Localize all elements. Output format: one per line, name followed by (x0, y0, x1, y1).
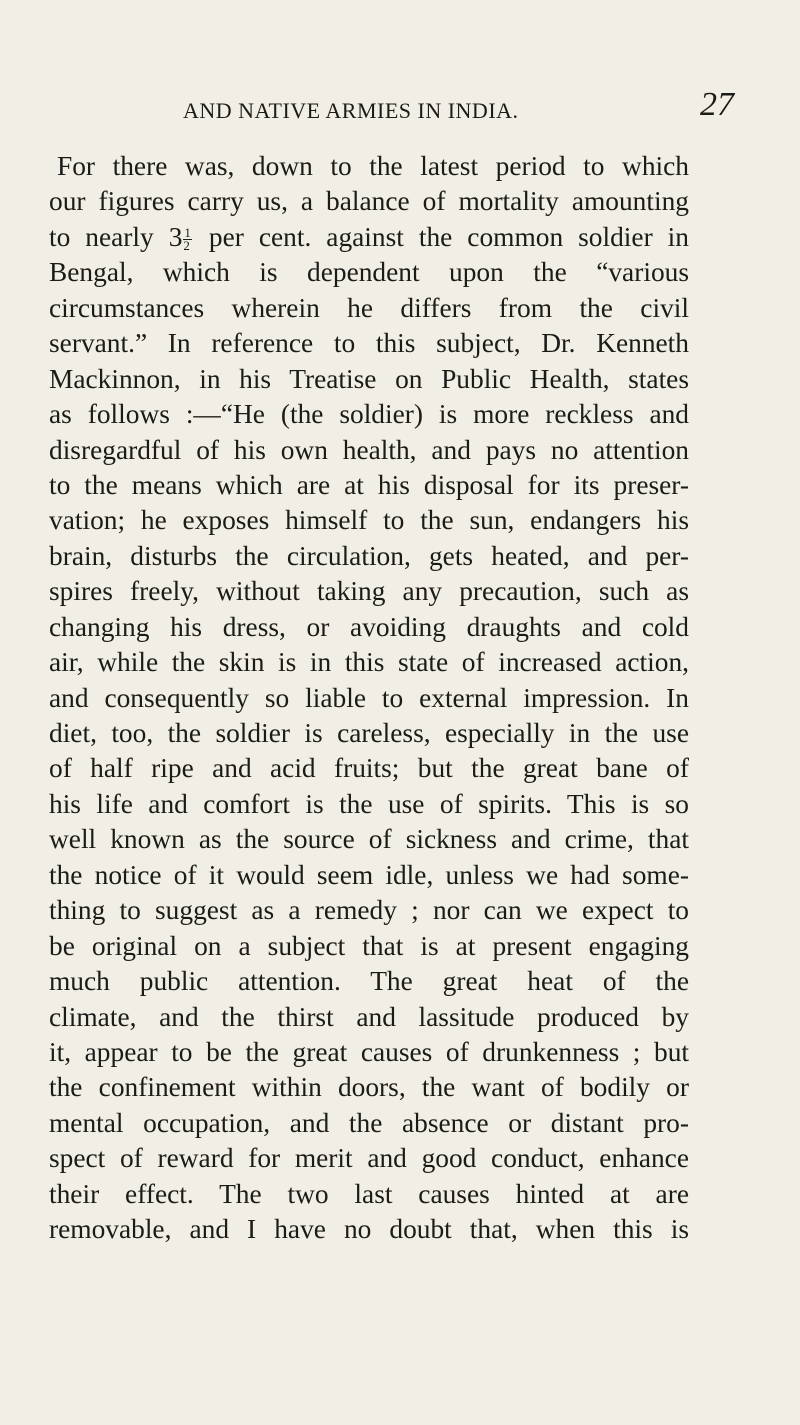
text-line: spect of reward for merit and good conduct, enhance (49, 1143, 689, 1174)
text-line: mental occupation, and the absence or distant pro- (49, 1107, 689, 1138)
line-prefix: to nearly 3 (49, 221, 183, 252)
body-text (49, 149, 689, 1248)
text-line: Bengal, which is dependent upon the “various (49, 257, 689, 288)
text-line: For there was, down to the latest period to which (57, 151, 689, 181)
text-line: as follows :—“He (the soldier) is more reckless and (49, 399, 689, 430)
fraction-denominator: 2 (183, 238, 190, 254)
text-line: his life and comfort is the use of spirits. This is so (49, 788, 689, 819)
fraction (183, 227, 192, 252)
text-line: Mackinnon, in his Treatise on Public Health, states (49, 363, 689, 394)
text-line: be original on a subject that is at present engaging (49, 930, 689, 961)
text-line: our figures carry us, a balance of mortality amounting (49, 186, 689, 217)
text-line: climate, and the thirst and lassitude produced by (49, 1001, 689, 1032)
text-line: to the means which are at his disposal for its preser- (49, 469, 689, 500)
text-line: much public attention. The great heat of the (49, 966, 689, 997)
page-number: 27 (700, 86, 734, 123)
text-line: of half ripe and acid fruits; but the great bane of (49, 753, 689, 784)
text-line: brain, disturbs the circulation, gets heated, and per- (49, 540, 689, 571)
text-line: thing to suggest as a remedy ; nor can we expect to (49, 895, 689, 926)
text-line: circumstances wherein he differs from the civil (49, 292, 689, 323)
text-line: disregardful of his own health, and pays no attention (49, 434, 689, 465)
text-line: removable, and I have no doubt that, when this is (49, 1214, 689, 1245)
text-line: air, while the skin is in this state of increased action, (49, 647, 689, 678)
text-line: changing his dress, or avoiding draughts and cold (49, 611, 689, 642)
text-line: the confinement within doors, the want of bodily or (49, 1072, 689, 1103)
text-line: well known as the source of sickness and crime, that (49, 824, 689, 855)
line-rest: per cent. against the common soldier in (208, 221, 689, 252)
text-line: servant.” In reference to this subject, Dr. Kenneth (49, 328, 689, 359)
text-line: vation; he exposes himself to the sun, endangers his (49, 505, 689, 536)
text-line: diet, too, the soldier is careless, especially in the use (49, 718, 689, 748)
text-line: their effect. The two last causes hinted at are (49, 1178, 689, 1209)
text-line: spires freely, without taking any precaution, such as (49, 576, 689, 607)
fraction-numerator: 1 (184, 225, 191, 241)
text-line: and consequently so liable to external impression. In (49, 682, 689, 713)
running-head: AND NATIVE ARMIES IN INDIA. (183, 98, 519, 123)
text-line: the notice of it would seem idle, unless we had some- (49, 859, 689, 890)
text-line-with-fraction (49, 220, 689, 255)
text-line: it, appear to be the great causes of drunkenness ; but (49, 1036, 689, 1067)
